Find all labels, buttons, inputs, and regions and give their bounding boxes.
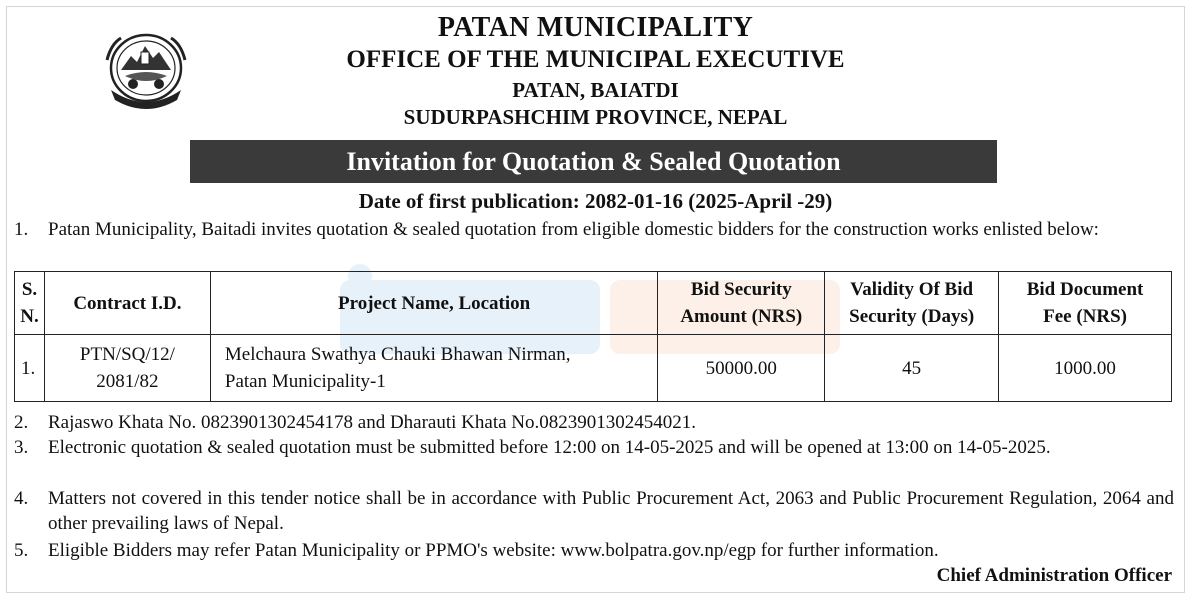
col-header-validity: Validity Of Bid Security (Days)	[825, 272, 999, 335]
col-header-sn: S. N.	[15, 272, 45, 335]
item-text: Matters not covered in this tender notice shall be in accordance with Public Procurement Act, 2063 and Public Procurement Regulation, 2064 and other prevailing laws of Nepal.	[48, 488, 1174, 534]
signature-title: Chief Administration Officer	[936, 565, 1172, 586]
col-header-project: Project Name, Location	[210, 272, 658, 335]
item-number: 4.	[14, 488, 29, 509]
cell-validity: 45	[825, 335, 999, 402]
publication-date: Date of first publication: 2082-01-16 (2025-April -29)	[358, 189, 833, 213]
list-item	[14, 538, 1174, 563]
cell-fee: 1000.00	[999, 335, 1172, 402]
cell-sn: 1.	[15, 335, 45, 402]
notice-title: Invitation for Quotation & Sealed Quotation	[346, 146, 841, 176]
office-province: SUDURPASHCHIM PROVINCE, NEPAL	[403, 105, 788, 129]
notice-title-banner	[190, 140, 997, 183]
item-number: 2.	[14, 412, 29, 433]
list-item	[14, 435, 1174, 485]
col-header-bid-security: Bid Security Amount (NRS)	[658, 272, 825, 335]
municipality-name: PATAN MUNICIPALITY	[437, 12, 754, 43]
item-number: 1.	[14, 219, 29, 240]
item-number: 3.	[14, 437, 29, 458]
table-row	[15, 335, 1172, 402]
col-header-fee: Bid Document Fee (NRS)	[999, 272, 1172, 335]
item-text: Eligible Bidders may refer Patan Municipality or PPMO's website: www.bolpatra.gov.np/egp for further information.	[48, 540, 939, 561]
item-text: Patan Municipality, Baitadi invites quotation & sealed quotation from eligible domestic bidders for the construction works enlisted below:	[48, 219, 1099, 240]
cell-contract-id: PTN/SQ/12/ 2081/82	[44, 335, 210, 402]
list-item	[14, 217, 1174, 269]
cell-project: Melchaura Swathya Chauki Bhawan Nirman, Patan Municipality-1	[210, 335, 658, 402]
list-item	[14, 486, 1174, 536]
office-name: OFFICE OF THE MUNICIPAL EXECUTIVE	[346, 46, 845, 73]
office-location: PATAN, BAIATDI	[512, 78, 679, 102]
cell-bid-security: 50000.00	[658, 335, 825, 402]
item-text: Rajaswo Khata No. 0823901302454178 and Dharauti Khata No.0823901302454021.	[48, 412, 697, 433]
table-header-row	[15, 272, 1172, 335]
item-number: 5.	[14, 540, 29, 561]
col-header-contract-id: Contract I.D.	[44, 272, 210, 335]
list-item	[14, 410, 1174, 435]
item-text: Electronic quotation & sealed quotation must be submitted before 12:00 on 14-05-2025 and will be opened at 13:00 on 14-05-2025.	[48, 437, 1051, 458]
bid-table	[14, 271, 1172, 402]
